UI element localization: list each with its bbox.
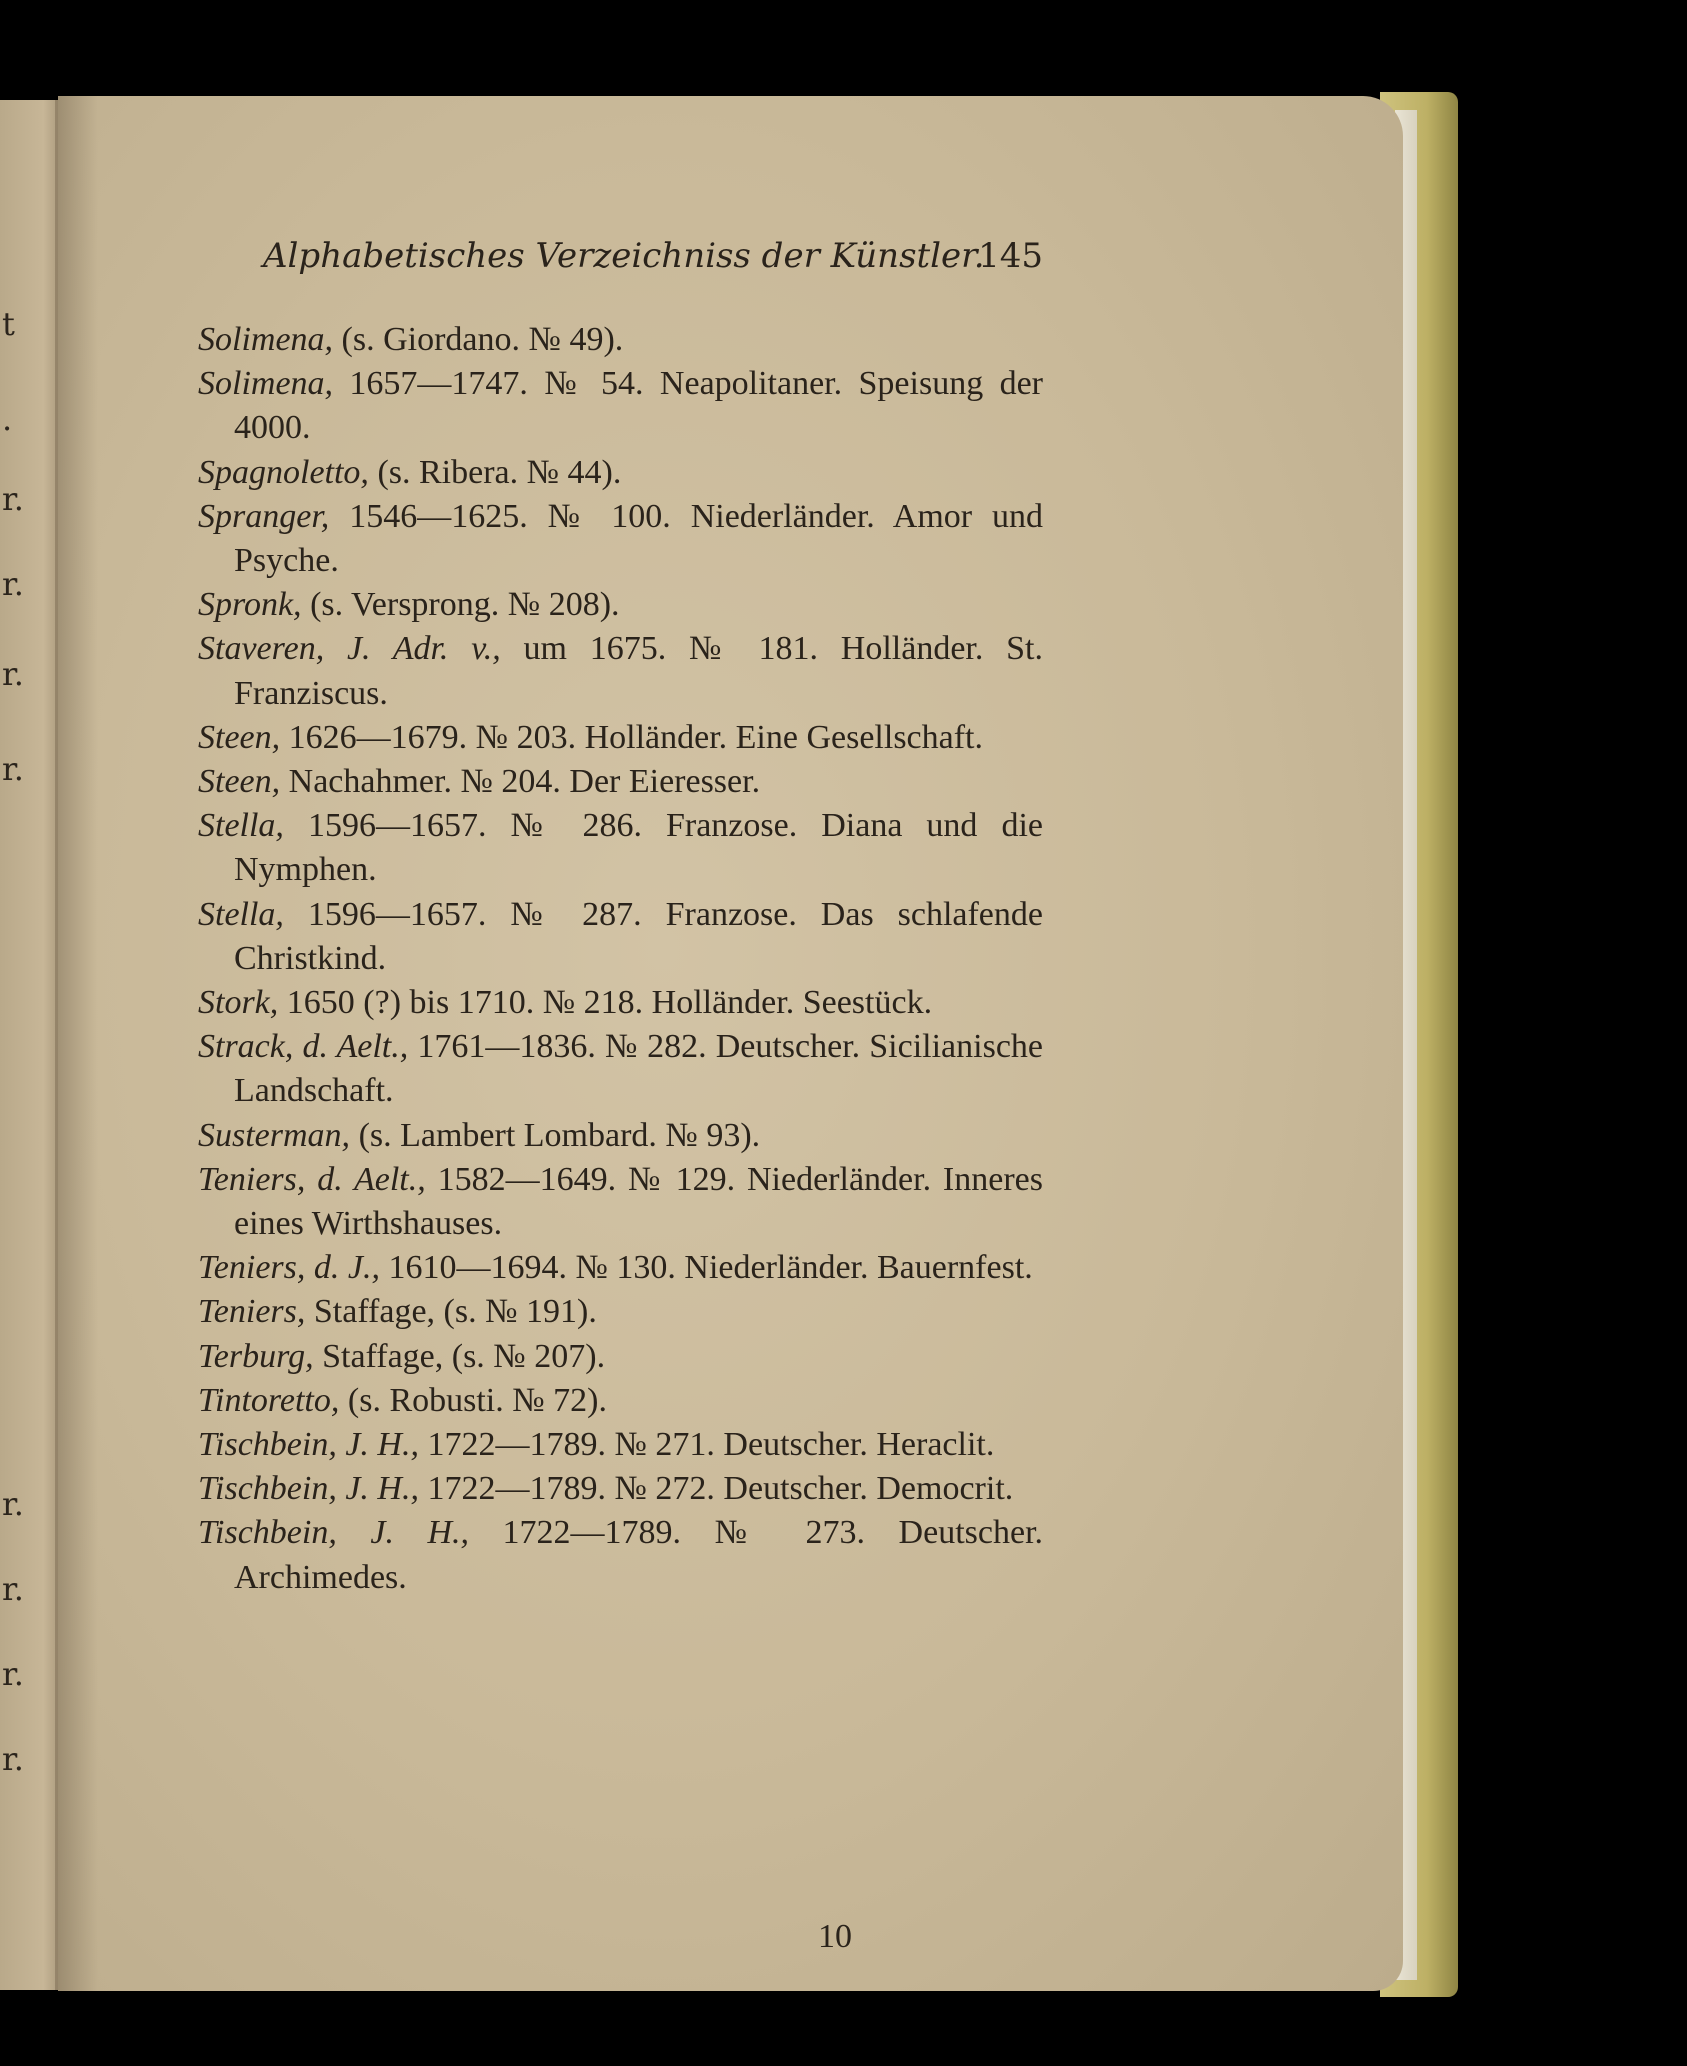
entry-text: 1546—1625. № 100. Niederländer. Amor und Psyche. xyxy=(234,497,1043,580)
artist-name: Tischbein, J. H., xyxy=(198,1426,419,1464)
entry-text: 1582—1649. № 129. Niederländer. Inneres eines Wirthshauses. xyxy=(234,1160,1043,1243)
left-page-fragment: r. xyxy=(2,565,24,603)
artist-name: Stella, xyxy=(198,807,284,845)
index-entry xyxy=(198,1423,1043,1467)
index-entry xyxy=(198,1467,1043,1511)
index-entry xyxy=(198,1379,1043,1423)
artist-name: Strack, d. Aelt., xyxy=(198,1028,409,1066)
artist-name: Stork, xyxy=(198,984,279,1022)
artist-name: Tischbein, J. H., xyxy=(198,1470,419,1508)
artist-name: Teniers, xyxy=(198,1293,306,1331)
artist-name: Spranger, xyxy=(198,497,330,535)
entry-text: 1657—1747. № 54. Neapolitaner. Speisung der 4000. xyxy=(234,365,1043,447)
index-entry xyxy=(198,627,1043,715)
left-page-fragment: r. xyxy=(2,480,24,518)
entry-text: 1596—1657. № 287. Franzose. Das schlafende Christkind. xyxy=(234,895,1043,977)
entry-text: 1596—1657. № 286. Franzose. Diana und die Nymphen. xyxy=(234,807,1043,889)
entry-text: 1610—1694. № 130. Niederländer. Bauernfest. xyxy=(379,1249,1033,1287)
index-entry xyxy=(198,495,1043,583)
artist-name: Spagnoletto, xyxy=(198,453,369,491)
entry-text: (s. Versprong. № 208). xyxy=(301,586,620,624)
artist-name: Stella, xyxy=(198,895,284,933)
artist-name: Tischbein, J. H., xyxy=(198,1514,470,1552)
entry-text: (s. Robusti. № 72). xyxy=(339,1381,608,1419)
entry-text: (s. Ribera. № 44). xyxy=(368,453,622,491)
left-page-fragment: r. xyxy=(2,1485,24,1523)
index-entry xyxy=(198,1114,1043,1158)
book-page xyxy=(58,96,1403,1991)
header-title: Alphabetisches Verzeichniss der Künstler. xyxy=(263,236,985,276)
artist-name: Solimena, xyxy=(198,321,334,358)
artist-name: Tintoretto, xyxy=(198,1381,340,1419)
index-entry xyxy=(198,583,1043,627)
entry-text: (s. Lambert Lombard. № 93). xyxy=(350,1116,761,1154)
artist-name: Spronk, xyxy=(198,586,302,624)
index-entry xyxy=(198,362,1043,450)
artist-name: Solimena, xyxy=(198,365,334,403)
signature-mark: 10 xyxy=(818,1918,852,1955)
index-entry xyxy=(198,1158,1043,1246)
artist-index-list xyxy=(198,318,1043,1600)
entry-text: 1722—1789. № 272. Deutscher. Democrit. xyxy=(418,1470,1014,1508)
artist-name: Staveren, J. Adr. v., xyxy=(198,630,501,668)
index-entry xyxy=(198,760,1043,804)
entry-text: 1626—1679. № 203. Holländer. Eine Gesellschaft. xyxy=(280,718,984,756)
left-page-fragment: r. xyxy=(2,750,24,788)
index-entry xyxy=(198,1335,1043,1379)
index-entry xyxy=(198,1511,1043,1599)
artist-name: Steen, xyxy=(198,763,281,801)
left-page-fragment: r. xyxy=(2,1570,24,1608)
left-page-fragment: r. xyxy=(2,655,24,693)
artist-name: Teniers, d. J., xyxy=(198,1249,380,1287)
entry-text: 1650 (?) bis 1710. № 218. Holländer. Seestück. xyxy=(278,984,933,1022)
left-page-fragment: r. xyxy=(2,1740,24,1778)
left-page-fragment: t xyxy=(2,305,15,343)
index-entry xyxy=(198,1290,1043,1334)
artist-name: Terburg, xyxy=(198,1337,314,1375)
index-entry xyxy=(198,716,1043,760)
index-entry xyxy=(198,1025,1043,1113)
page-number: 145 xyxy=(978,236,1043,276)
artist-name: Susterman, xyxy=(198,1116,351,1154)
entry-text: Nachahmer. № 204. Der Eieresser. xyxy=(280,763,761,801)
index-entry xyxy=(198,981,1043,1025)
left-page-edge xyxy=(0,100,62,1990)
index-entry xyxy=(198,318,1043,362)
artist-name: Steen, xyxy=(198,718,281,756)
index-entry xyxy=(198,1246,1043,1290)
artist-name: Teniers, d. Aelt., xyxy=(198,1160,426,1198)
entry-text: 1722—1789. № 271. Deutscher. Heraclit. xyxy=(418,1426,995,1464)
left-page-fragment: r. xyxy=(2,1655,24,1693)
index-entry xyxy=(198,893,1043,981)
index-entry xyxy=(198,451,1043,495)
running-header xyxy=(263,236,1043,276)
index-entry xyxy=(198,804,1043,892)
left-page-fragment: . xyxy=(2,400,13,438)
entry-text: 1761—1836. № 282. Deutscher. Sicilianische Landschaft. xyxy=(234,1028,1043,1110)
entry-text: 1722—1789. № 273. Deutscher. Archimedes. xyxy=(234,1514,1044,1596)
entry-text: Staffage, (s. № 191). xyxy=(305,1293,597,1331)
entry-text: Staffage, (s. № 207). xyxy=(313,1337,606,1375)
entry-text: (s. Giordano. № 49). xyxy=(333,321,624,358)
entry-text: um 1675. № 181. Holländer. St. Franziscus. xyxy=(234,630,1043,712)
